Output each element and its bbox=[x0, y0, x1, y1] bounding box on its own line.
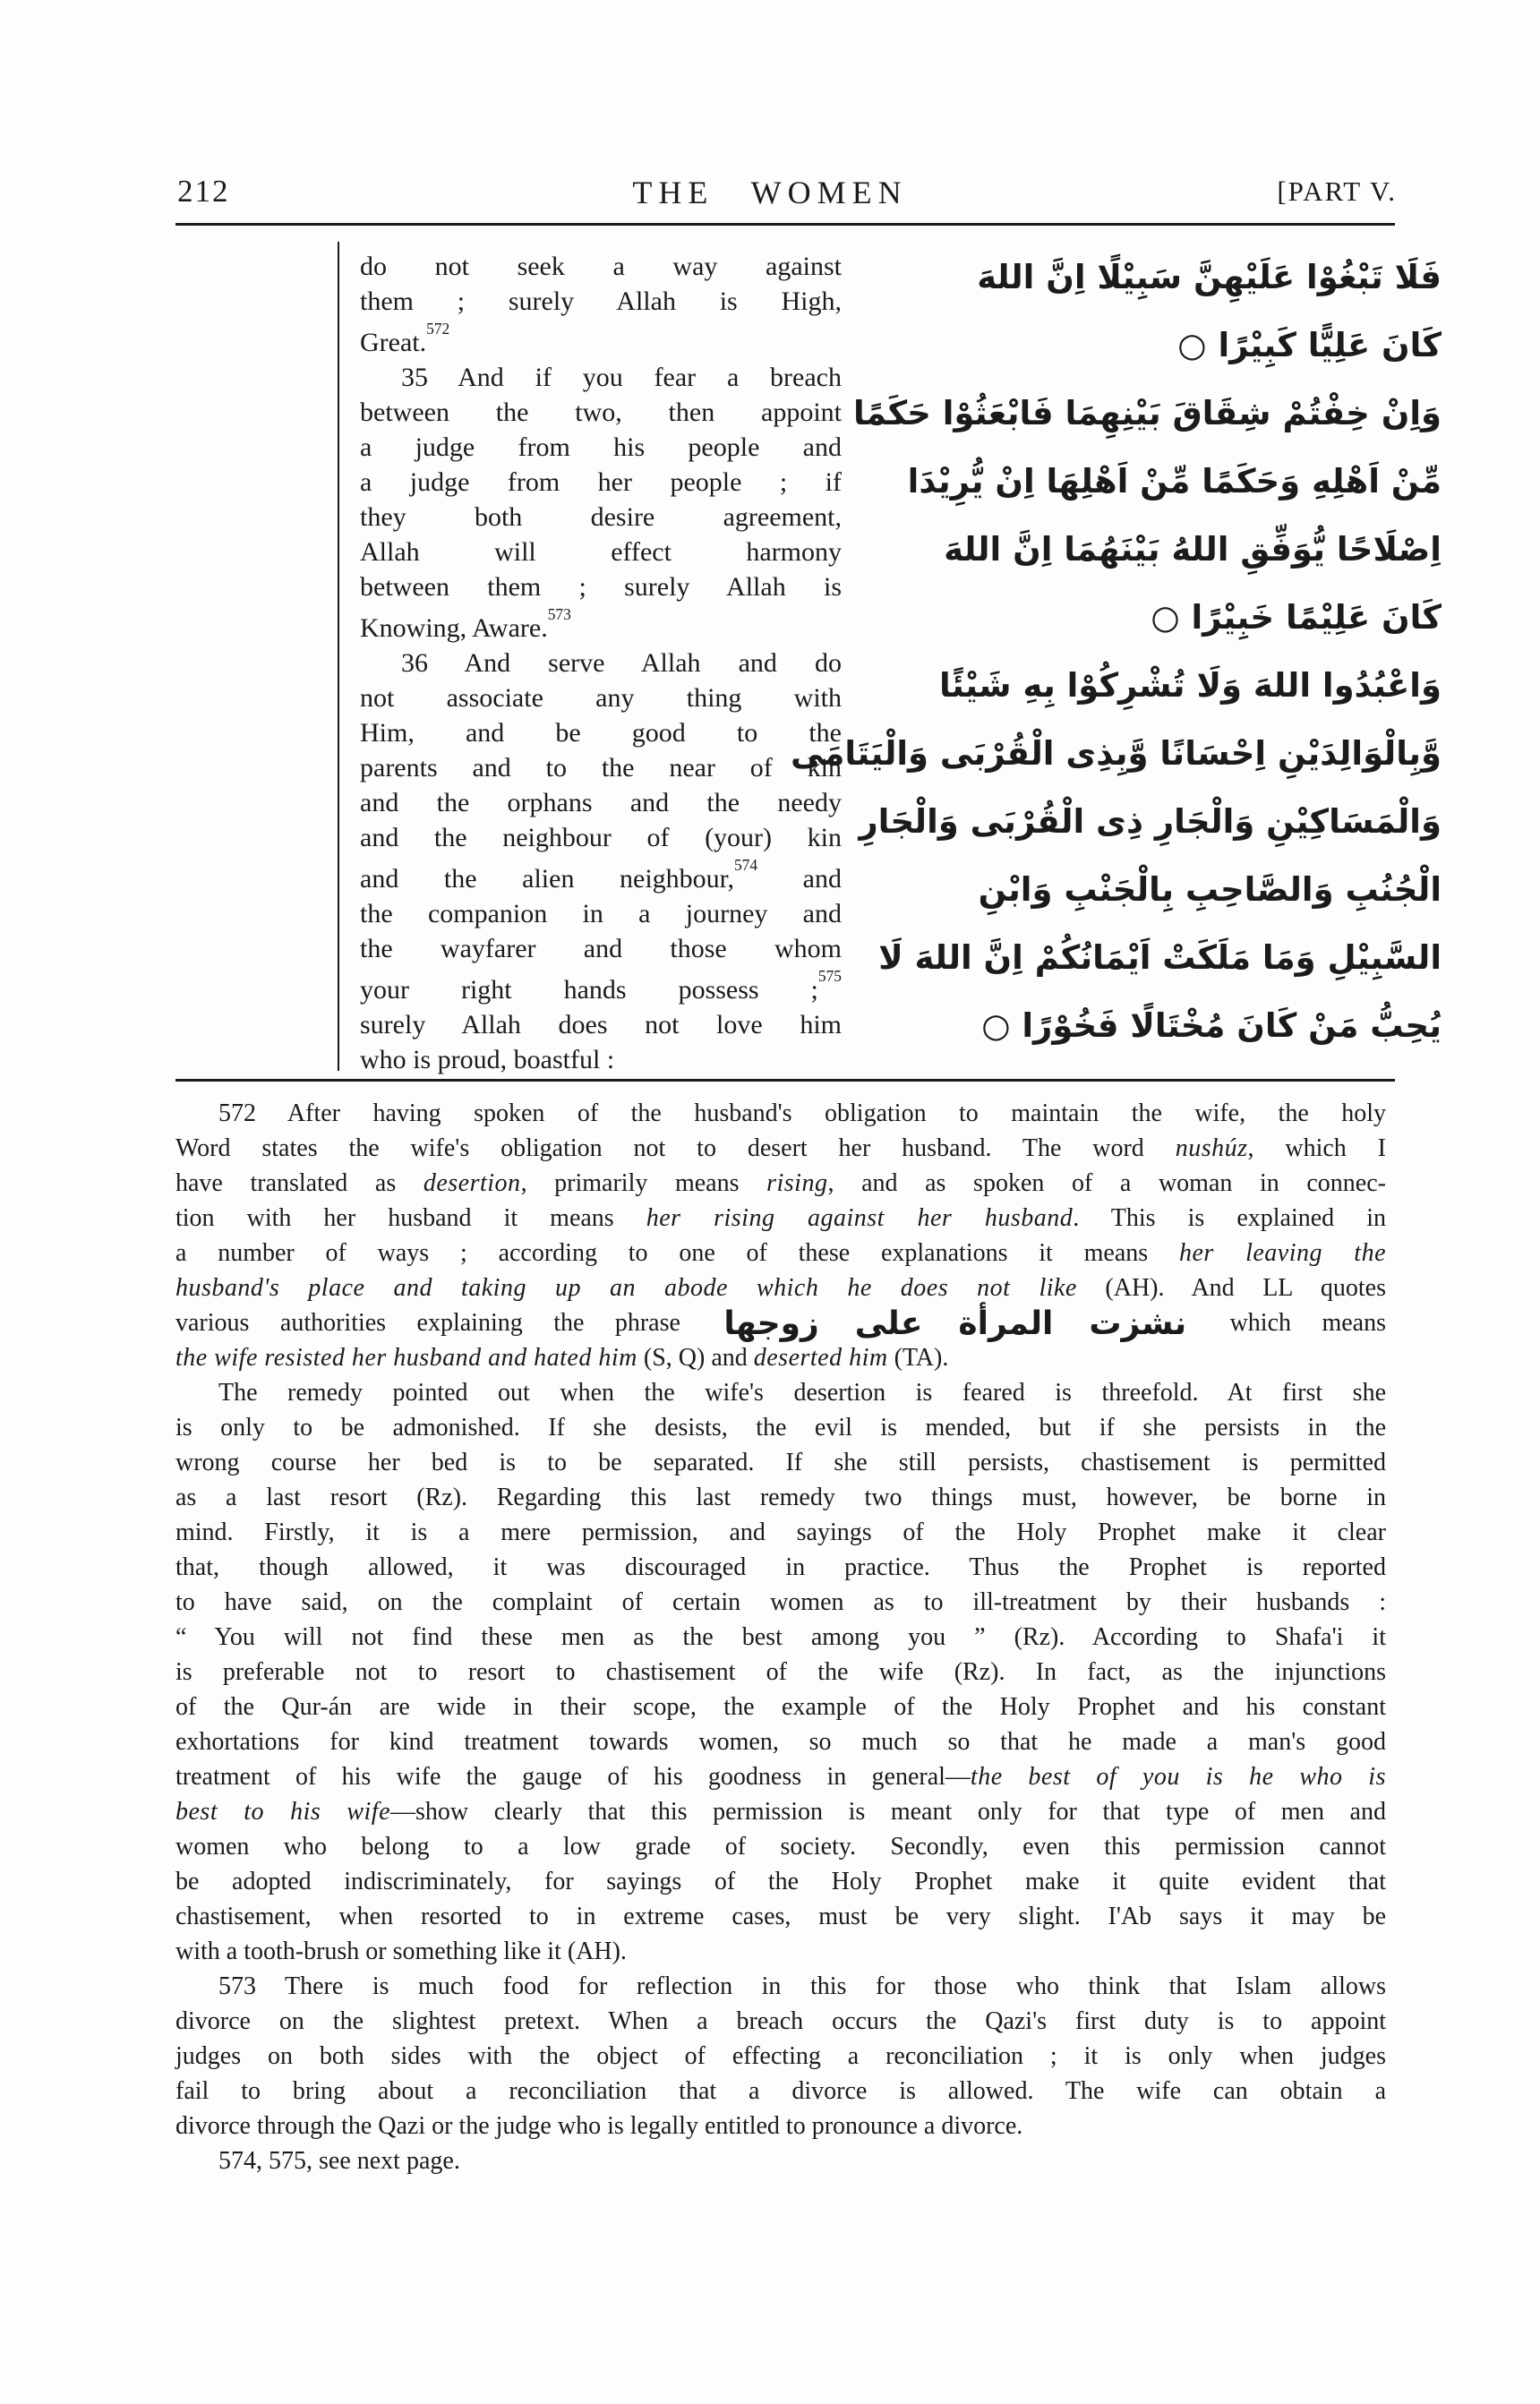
text-run: , which I bbox=[1247, 1134, 1386, 1162]
footnote-line bbox=[175, 2074, 1386, 2109]
text-run: be adopted indiscriminately, for sayings of the Holy Prophet make it quite evident that bbox=[175, 1868, 1386, 1895]
text-run: is preferable not to resort to chastisement of the wife (Rz). In fact, as the injunctions bbox=[175, 1658, 1386, 1686]
text-run: that, though allowed, it was discouraged in practice. Thus the Prophet is reported bbox=[175, 1553, 1386, 1581]
text-run: treatment of his wife the gauge of his goodness in general— bbox=[175, 1763, 971, 1791]
text-run: as a last resort (Rz). Regarding this last remedy two things must, however, be borne in bbox=[175, 1484, 1386, 1511]
footnote-line bbox=[175, 1270, 1386, 1305]
text-run: (TA). bbox=[887, 1344, 949, 1372]
text-run: The remedy pointed out when the wife's desertion is feared is threefold. At first she bbox=[218, 1379, 1386, 1407]
footnote-ref: 575 bbox=[817, 967, 842, 986]
verse-line bbox=[360, 360, 842, 395]
italic-text: deserted him bbox=[753, 1344, 888, 1372]
arabic-verse-line: وَاِنْ خِفْتُمْ شِقَاقَ بَيْنِهِمَا فَابْعَثُوْا حَكَمًا bbox=[852, 394, 1442, 432]
text-run: and the orphans and the needy bbox=[360, 788, 842, 817]
text-run: 35 And if you fear a breach bbox=[401, 363, 842, 392]
italic-text: nushúz bbox=[1175, 1134, 1248, 1162]
footnote-separator-rule bbox=[175, 1079, 1395, 1082]
footnote-line bbox=[175, 1236, 1386, 1270]
text-run: “ You will not find these men as the best among you ” (Rz). According to Shafa'i it bbox=[175, 1623, 1386, 1651]
verse-line bbox=[360, 715, 842, 750]
text-run: divorce on the slightest pretext. When a breach occurs the Qazi's first duty is to appoint bbox=[175, 2007, 1386, 2035]
arabic-verse-line: فَلَا تَبْغُوْا عَلَيْهِنَّ سَبِيْلًا اِنَّ اللهَ bbox=[977, 258, 1442, 296]
footnote-line bbox=[175, 1550, 1386, 1585]
text-run: . This is explained in bbox=[1073, 1204, 1386, 1232]
text-run: judges on both sides with the object of effecting a reconciliation ; it is only when judges bbox=[175, 2042, 1386, 2070]
arabic-verse-line: مِّنْ اَهْلِهِ وَحَكَمًا مِّنْ اَهْلِهَا اِنْ يُّرِيْدَا bbox=[907, 462, 1442, 500]
verse-line bbox=[360, 820, 842, 855]
text-run: to have said, on the complaint of certain women as to ill-treatment by their husbands : bbox=[175, 1588, 1386, 1616]
page-title: THE WOMEN bbox=[632, 175, 908, 210]
footnote-line bbox=[175, 1864, 1386, 1899]
page-number: 212 bbox=[177, 174, 230, 209]
arabic-verse-line: كَانَ عَلِيًّا كَبِيْرًا ○ bbox=[1177, 326, 1442, 364]
text-run: Allah will effect harmony bbox=[360, 537, 842, 567]
verse-line bbox=[360, 430, 842, 465]
footnote-ref: 574 bbox=[733, 856, 758, 875]
footnote-line bbox=[175, 1515, 1386, 1550]
text-run: Knowing, Aware. bbox=[360, 613, 548, 643]
verse-line bbox=[360, 855, 842, 896]
footnote-line bbox=[175, 1375, 1386, 1410]
verse-section bbox=[0, 236, 1540, 1078]
text-run: a judge from her people ; if bbox=[360, 467, 842, 497]
text-run: Great. bbox=[360, 328, 427, 357]
text-run: 572 After having spoken of the husband's obligation to maintain the wife, the holy bbox=[218, 1099, 1386, 1127]
footnote-line bbox=[175, 2143, 1386, 2178]
text-run: do not seek a way against bbox=[360, 252, 842, 281]
arabic-verse-line: كَانَ عَلِيْمًا خَبِيْرًا ○ bbox=[1151, 598, 1442, 637]
footnote-ref: 572 bbox=[426, 320, 450, 338]
header-rule bbox=[175, 223, 1395, 226]
verse-line bbox=[360, 1007, 842, 1042]
verse-line bbox=[360, 569, 842, 604]
verse-line bbox=[360, 785, 842, 820]
footnote-line bbox=[175, 1201, 1386, 1236]
text-run: —show clearly that this permission is meant only for that type of men and bbox=[390, 1798, 1386, 1826]
text-run: who is proud, boastful : bbox=[360, 1045, 615, 1074]
text-run: 36 And serve Allah and do bbox=[401, 648, 842, 678]
text-run: which means bbox=[1199, 1309, 1386, 1337]
italic-text: her leaving the bbox=[1178, 1239, 1386, 1267]
footnote-line bbox=[175, 1690, 1386, 1724]
verse-line bbox=[360, 249, 842, 284]
footnote-line bbox=[175, 1794, 1386, 1829]
text-run: with a tooth-brush or something like it (AH). bbox=[175, 1938, 627, 1965]
footnote-line bbox=[175, 1829, 1386, 1864]
arabic-verse-line: السَّبِيْلِ وَمَا مَلَكَتْ اَيْمَانُكُمْ اِنَّ اللهَ لَا bbox=[878, 938, 1442, 977]
footnote-line bbox=[175, 1620, 1386, 1655]
verse-line bbox=[360, 284, 842, 319]
footnote-line bbox=[175, 1759, 1386, 1794]
arabic-verse-line: اِصْلَاحًا يُّوَفِّقِ اللهُ بَيْنَهُمَا اِنَّ اللهَ bbox=[944, 530, 1442, 569]
text-run: 573 There is much food for reflection in this for those who think that Islam allows bbox=[218, 1972, 1386, 2000]
italic-text: husband's place and taking up an abode which he does not like bbox=[175, 1274, 1077, 1302]
text-run: divorce through the Qazi or the judge who is legally entitled to pronounce a divorce. bbox=[175, 2112, 1023, 2140]
arabic-verse-line: وَّبِالْوَالِدَيْنِ اِحْسَانًا وَّبِذِى الْقُرْبَى وَالْيَتَامَى bbox=[791, 734, 1442, 773]
text-run: Word states the wife's obligation not to desert her husband. The word bbox=[175, 1134, 1176, 1162]
text-run: of the Qur-án are wide in their scope, the example of the Holy Prophet and his constant bbox=[175, 1693, 1386, 1721]
italic-text: rising bbox=[766, 1169, 828, 1197]
verse-line bbox=[360, 750, 842, 785]
verse-line bbox=[360, 896, 842, 931]
text-run: a judge from his people and bbox=[360, 432, 842, 462]
footnote-line bbox=[175, 1480, 1386, 1515]
text-run: wrong course her bed is to be separated. If she still persists, chastisement is permitted bbox=[175, 1449, 1386, 1476]
verse-line bbox=[360, 966, 842, 1007]
footnotes-section bbox=[175, 1096, 1386, 2178]
part-label: [PART V. bbox=[1277, 175, 1397, 207]
verse-line bbox=[360, 500, 842, 535]
text-run: not associate any thing with bbox=[360, 683, 842, 713]
text-run: they both desire agreement, bbox=[360, 502, 842, 532]
text-run: (S, Q) and bbox=[637, 1344, 754, 1372]
arabic-verse-line: يُحِبُّ مَنْ كَانَ مُخْتَالًا فَخُوْرًا ○ bbox=[981, 1006, 1442, 1045]
english-translation-column bbox=[360, 249, 842, 1077]
footnote-line bbox=[175, 1131, 1386, 1166]
text-run: parents and to the near of kin bbox=[360, 753, 842, 783]
column-divider-rule bbox=[338, 242, 339, 1071]
footnote-line bbox=[175, 1934, 1386, 1969]
text-run: between them ; surely Allah is bbox=[360, 572, 842, 602]
verse-line bbox=[360, 646, 842, 680]
verse-line bbox=[360, 535, 842, 569]
verse-line bbox=[360, 319, 842, 360]
text-run: tion with her husband it means bbox=[175, 1204, 646, 1232]
footnote-line bbox=[175, 1969, 1386, 2004]
italic-text: the best of you is he who is bbox=[970, 1763, 1386, 1791]
footnote-line bbox=[175, 1899, 1386, 1934]
text-run: is only to be admonished. If she desists, the evil is mended, but if she persists in the bbox=[175, 1414, 1386, 1442]
text-run: , primarily means bbox=[520, 1169, 767, 1197]
footnote-line bbox=[175, 2039, 1386, 2074]
page-header bbox=[0, 174, 1540, 215]
text-run: chastisement, when resorted to in extreme cases, must be very slight. I'Ab says it may be bbox=[175, 1903, 1386, 1930]
footnote-line bbox=[175, 2109, 1386, 2143]
footnote-line bbox=[175, 1724, 1386, 1759]
verse-line bbox=[360, 680, 842, 715]
text-run: Him, and be good to the bbox=[360, 718, 842, 748]
text-run: and the neighbour of (your) kin bbox=[360, 823, 842, 852]
footnote-line bbox=[175, 1305, 1386, 1340]
italic-text: her rising against her husband bbox=[646, 1204, 1074, 1232]
verse-line bbox=[360, 465, 842, 500]
text-run: women who belong to a low grade of society. Secondly, even this permission cannot bbox=[175, 1833, 1386, 1861]
arabic-verse-line: وَاعْبُدُوا اللهَ وَلَا تُشْرِكُوْا بِهِ شَيْئًا bbox=[939, 666, 1442, 705]
italic-text: desertion bbox=[423, 1169, 521, 1197]
text-run: between the two, then appoint bbox=[360, 398, 842, 427]
text-run: and the alien neighbour, bbox=[360, 864, 734, 894]
text-run: the wayfarer and those whom bbox=[360, 934, 842, 963]
arabic-verse-line: وَالْمَسَاكِيْنِ وَالْجَارِ ذِى الْقُرْبَى وَالْجَارِ bbox=[859, 802, 1442, 841]
arabic-verse-line: الْجُنُبِ وَالصَّاحِبِ بِالْجَنْبِ وَابْنِ bbox=[978, 870, 1442, 909]
verse-line bbox=[360, 1042, 842, 1077]
italic-text: best to his wife bbox=[175, 1798, 390, 1826]
footnote-line bbox=[175, 1340, 1386, 1375]
verse-line bbox=[360, 604, 842, 646]
text-run: exhortations for kind treatment towards women, so much so that he made a man's good bbox=[175, 1728, 1386, 1756]
text-run: various authorities explaining the phrase bbox=[175, 1309, 712, 1337]
text-run: , and as spoken of a woman in connec- bbox=[827, 1169, 1386, 1197]
footnote-line bbox=[175, 1096, 1386, 1131]
text-run: them ; surely Allah is High, bbox=[360, 287, 842, 316]
text-run: fail to bring about a reconciliation that a divorce is allowed. The wife can obtain a bbox=[175, 2077, 1386, 2105]
text-run: have translated as bbox=[175, 1169, 424, 1197]
text-run: mind. Firstly, it is a mere permission, and sayings of the Holy Prophet make it clear bbox=[175, 1519, 1386, 1546]
footnote-ref: 573 bbox=[547, 605, 571, 624]
italic-text: the wife resisted her husband and hated him bbox=[175, 1344, 637, 1372]
text-run: surely Allah does not love him bbox=[360, 1010, 842, 1039]
text-run: (AH). And LL quotes bbox=[1076, 1274, 1386, 1302]
footnote-line bbox=[175, 1655, 1386, 1690]
verse-line bbox=[360, 395, 842, 430]
footnote-line bbox=[175, 1410, 1386, 1445]
text-run: your right hands possess ; bbox=[360, 975, 818, 1005]
footnote-line bbox=[175, 2004, 1386, 2039]
text-run: 574, 575, see next page. bbox=[218, 2147, 460, 2175]
verse-line bbox=[360, 931, 842, 966]
footnote-line bbox=[175, 1166, 1386, 1201]
text-run: the companion in a journey and bbox=[360, 899, 842, 928]
footnote-line bbox=[175, 1445, 1386, 1480]
inline-arabic-phrase: نشزت المرأة على زوجها bbox=[723, 1305, 1187, 1342]
text-run: and bbox=[757, 864, 842, 894]
text-run: a number of ways ; according to one of these explanations it means bbox=[175, 1239, 1179, 1267]
footnote-line bbox=[175, 1585, 1386, 1620]
